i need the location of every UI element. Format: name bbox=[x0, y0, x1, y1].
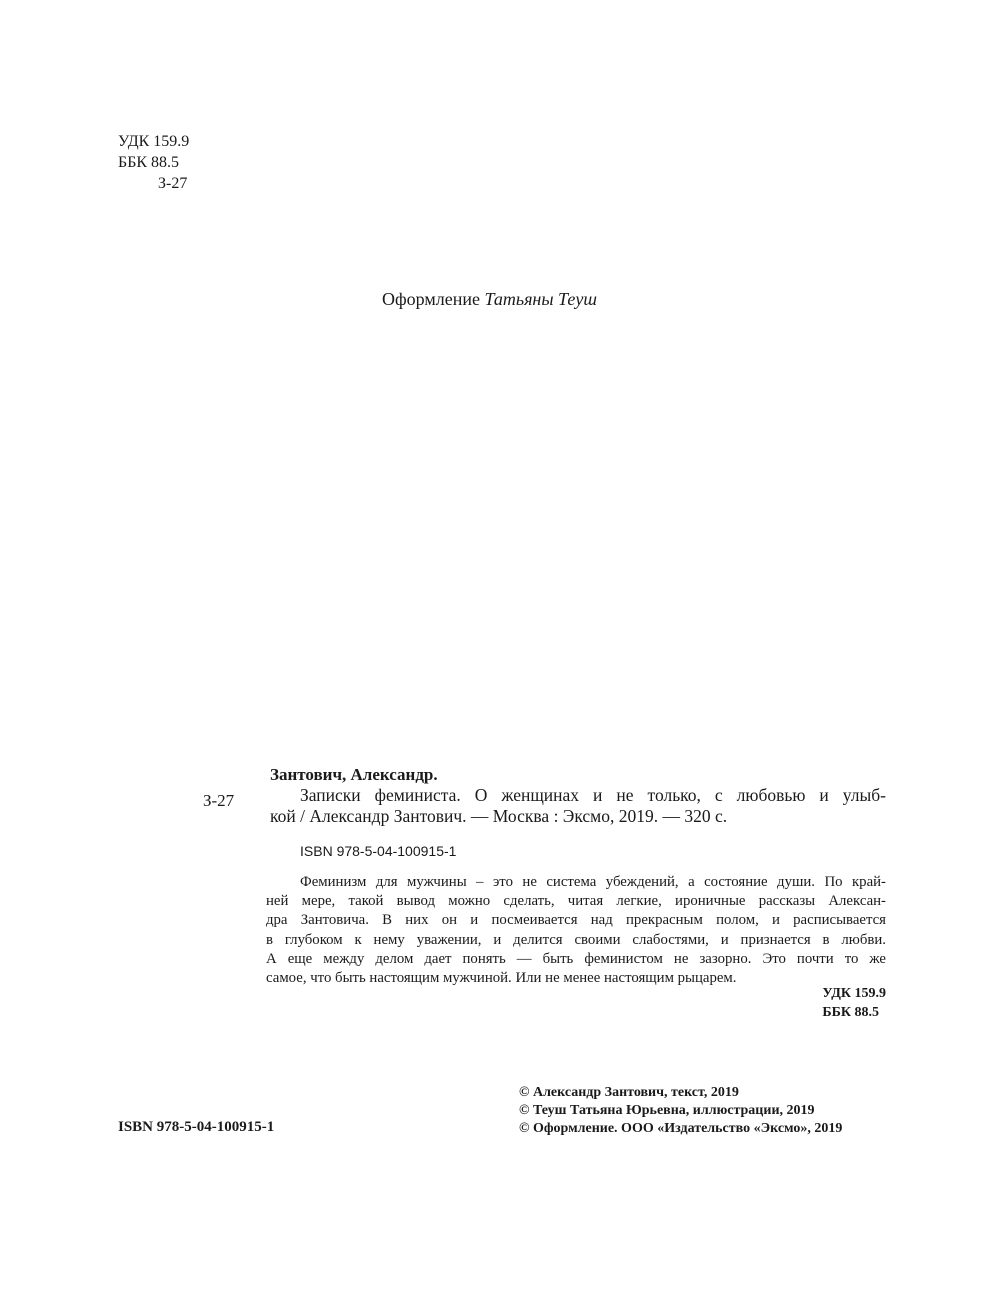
card-udk: УДК 159.9 bbox=[822, 986, 886, 1001]
bbk-code: ББК 88.5 bbox=[118, 154, 180, 171]
abstract-line: самое, что быть настоящим мужчиной. Или не менее настоящим рыцарем. bbox=[266, 970, 737, 987]
card-isbn: ISBN 978-5-04-100915-1 bbox=[300, 843, 457, 859]
copyright-block bbox=[519, 1084, 842, 1138]
isbn-bottom: ISBN 978-5-04-100915-1 bbox=[118, 1119, 275, 1135]
abstract-line: А еще между делом дает понять — быть феминистом не зазорно. Это почти то же bbox=[266, 950, 886, 967]
card-classification-codes bbox=[822, 984, 886, 1022]
design-credit bbox=[382, 289, 597, 310]
author-mark: З-27 bbox=[158, 175, 188, 192]
card-abstract bbox=[266, 873, 886, 988]
card-title-line-2: кой / Александр Зантович. — Москва : Эксмо, 2019. — 320 с. bbox=[270, 806, 728, 826]
design-credit-label: Оформление bbox=[382, 289, 481, 309]
copyright-line: © Александр Зантович, текст, 2019 bbox=[519, 1085, 739, 1100]
abstract-line: дра Зантовича. В них он и посмеивается над прекрасным полом, и расписывается bbox=[266, 912, 886, 929]
abstract-line: Феминизм для мужчины – это не система убеждений, а состояние души. По край- bbox=[300, 874, 886, 890]
copyright-line: © Оформление. ООО «Издательство «Эксмо», 2019 bbox=[519, 1121, 843, 1136]
designer-name: Татьяны Теуш bbox=[484, 289, 597, 309]
card-author-mark: З-27 bbox=[203, 791, 235, 810]
copyright-line: © Теуш Татьяна Юрьевна, иллюстрации, 2019 bbox=[519, 1103, 815, 1118]
card-author: Зантович, Александр. bbox=[270, 765, 438, 784]
udk-code: УДК 159.9 bbox=[118, 133, 190, 150]
card-title-line-1: Записки феминиста. О женщинах и не только, с любовью и улыб- bbox=[300, 785, 886, 805]
card-bbk: ББК 88.5 bbox=[822, 1005, 880, 1020]
abstract-line: в глубоком к нему уважении, и делится своими слабостями, и признается в любви. bbox=[266, 931, 886, 948]
classification-codes-top bbox=[118, 131, 189, 194]
abstract-line: ней мере, такой вывод можно сделать, читая легкие, ироничные рассказы Алексан- bbox=[266, 893, 886, 910]
